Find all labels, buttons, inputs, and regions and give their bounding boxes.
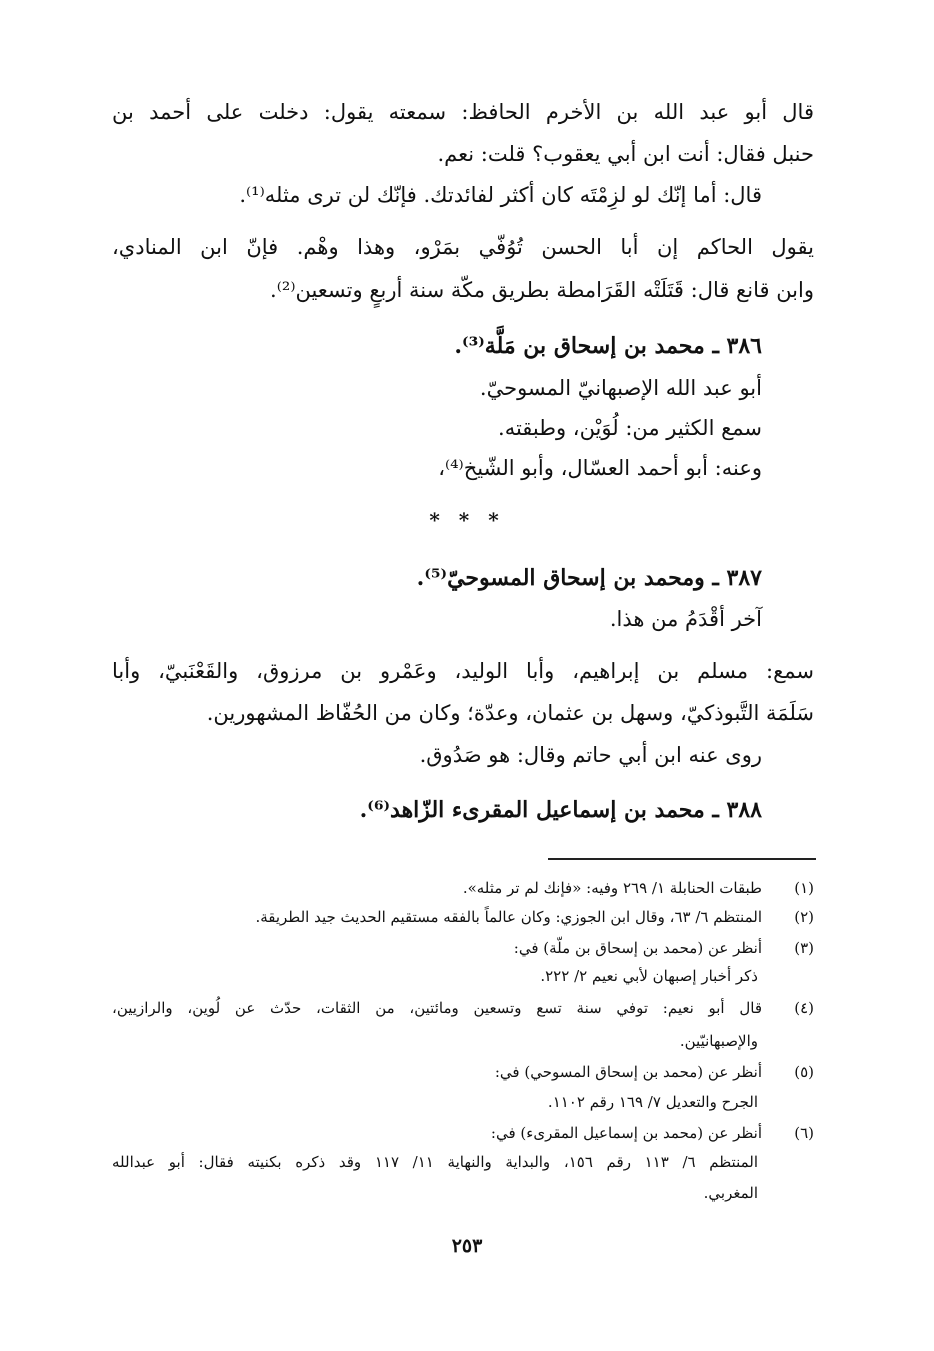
body-line: أبو عبد الله الإصبهانيّ المسوحيّ. [479,376,762,400]
footnote-divider [548,858,816,860]
entry-386-heading: ٣٨٦ ـ محمد بن إسحاق بن مَلَّة⁽³⁾. [454,333,762,359]
footnote-text: أنظر عن (محمد بن إسحاق المسوحي) في: [494,1063,762,1081]
body-line: روى عنه ابن أبي حاتم وقال: هو صَدُوق. [419,743,762,767]
footnote-continuation: المغربي. [703,1184,758,1202]
body-line: سمع: مسلم بن إبراهيم، وأبا الوليد، وعَمْرو بن مرزوق، والقَعْنَبيّ، وأبا [112,659,814,683]
footnote-continuation: المنتظم ٦/ ١١٣ رقم ١٥٦، والبداية والنهاية ١١/ ١١٧ وقد ذكره بكنيته فقال: أبو عبدالله [112,1153,759,1171]
body-line: يقول الحاكم إن أبا الحسن تُوُفّي بمَرْو، وهذا وهْم. فإنّ ابن المنادي، [112,235,814,259]
body-line: وعنه: أبو أحمد العسّال، وأبو الشّيخ⁽⁴⁾، [438,456,762,480]
footnote-4 [112,997,814,1019]
footnote-number: (٦) [794,1124,814,1142]
body-line: وابن قانع قال: قَتَلَتْه القَرَامطة بطريق مكّة سنة أربعٍ وتسعين⁽²⁾. [270,278,814,302]
footnote-1 [463,877,814,899]
body-line: قال: أما إنّك لو لزِمْتَه كان أكثر لفائدتك. فإنّك لن ترى مثله⁽¹⁾. [239,183,762,207]
footnote-number: (١) [794,879,814,897]
page-number: ٢٥٣ [451,1235,483,1257]
footnote-text: طبقات الحنابلة ١/ ٢٦٩ وفيه: «فإنك لم تر مثله». [462,879,762,897]
body-line: حنبل فقال: أنت ابن أبي يعقوب؟ قلت: نعم. [437,142,814,166]
footnote-5 [495,1061,814,1083]
footnote-text: المنتظم ٦/ ٦٣، وقال ابن الجوزي: وكان عالماً بالفقه مستقيم الحديث جيد الطريقة. [255,908,762,926]
footnote-continuation: ذكر أخبار إصبهان لأبي نعيم ٢/ ٢٢٢. [540,967,758,985]
footnote-2 [255,906,814,928]
footnote-3 [514,937,814,959]
section-separator: * * * [429,508,505,532]
footnote-continuation: والإصبهانيّين. [679,1032,758,1050]
entry-387-heading: ٣٨٧ ـ ومحمد بن إسحاق المسوحيّ⁽⁵⁾. [416,565,762,591]
footnote-number: (٥) [794,1063,814,1081]
entry-388-heading: ٣٨٨ ـ محمد بن إسماعيل المقرىء الزّاهد⁽⁶⁾. [359,797,762,823]
body-line: آخر أقْدَمُ من هذا. [609,607,762,631]
footnote-number: (٤) [794,999,814,1017]
footnote-text: أنظر عن (محمد بن إسماعيل المقرىء) في: [490,1124,762,1142]
footnote-number: (٣) [794,939,814,957]
body-line: سَلَمَة التَّبوذكيّ، وسهل بن عثمان، وعدّة؛ وكان من الحُفّاظ المشهورين. [206,701,814,725]
footnote-number: (٢) [794,908,814,926]
footnote-text: قال أبو نعيم: توفي سنة تسع وتسعين ومائتين، من الثقات، حدّث عن لُوين، والرازيين، [112,999,762,1017]
footnote-6 [491,1122,814,1144]
footnote-continuation: الجرح والتعديل ٧/ ١٦٩ رقم ١١٠٢. [547,1093,758,1111]
body-line: قال أبو عبد الله بن الأخرم الحافظ: سمعته يقول: دخلت على أحمد بن [112,100,814,124]
body-line: سمع الكثير من: لُوَيْن، وطبقته. [498,416,762,440]
footnote-text: أنظر عن (محمد بن إسحاق بن ملّة) في: [513,939,762,957]
